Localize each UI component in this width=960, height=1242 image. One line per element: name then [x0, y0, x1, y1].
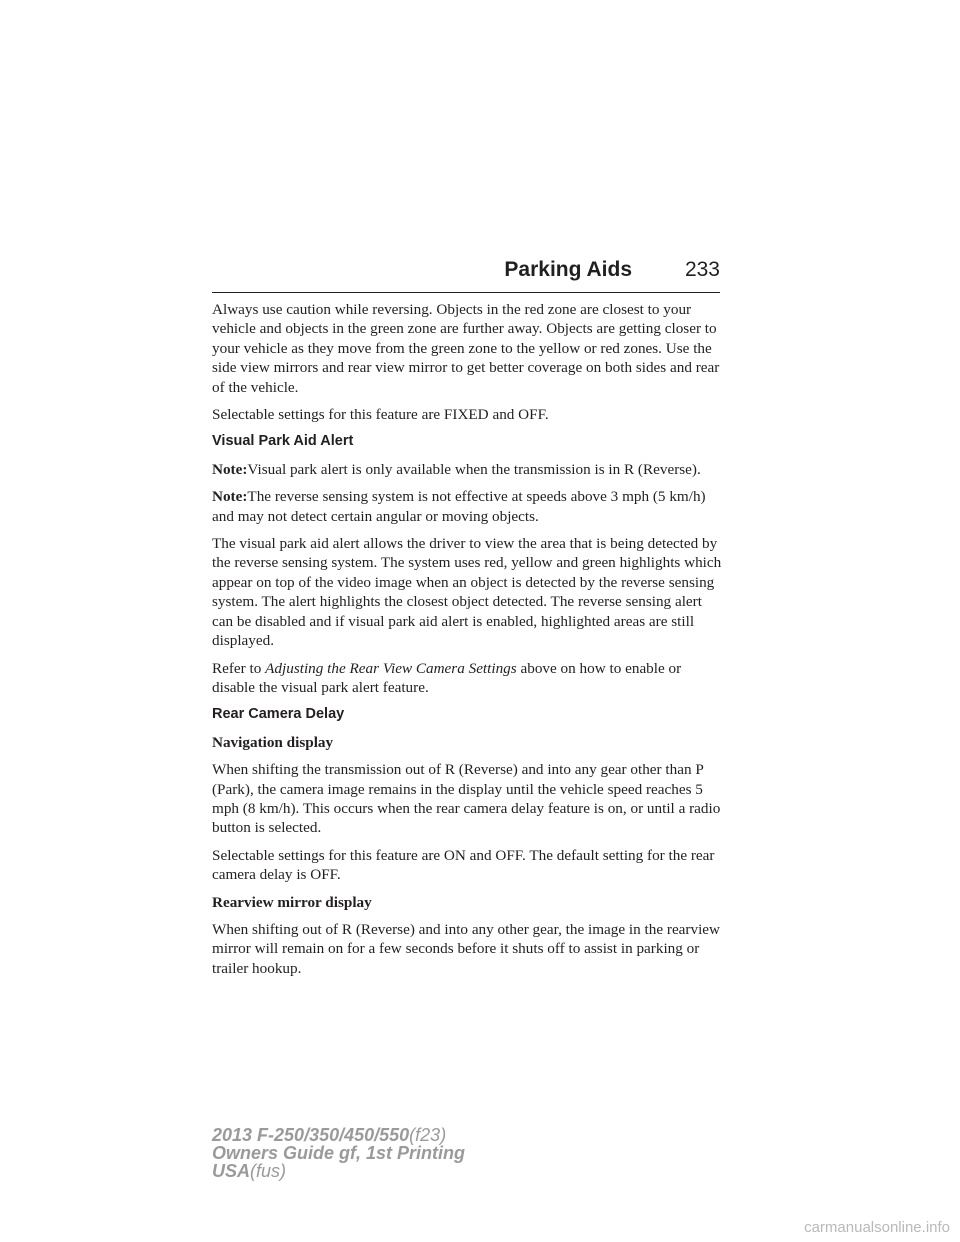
footer-line: Owners Guide gf, 1st Printing — [212, 1143, 466, 1163]
page-content — [212, 300, 724, 986]
paragraph: The visual park aid alert allows the driver to view the area that is being detected by the reverse sensing system. The system uses red, yellow and green highlights which appear on top of the video image when an object is detected by the reverse sensing system. The alert highlights the closest object detected. The reverse sensing alert can be disabled and if visual park aid alert is enabled, highlighted areas are still displayed. — [212, 535, 722, 650]
note-label: Note: — [212, 460, 248, 478]
paragraph: Always use caution while reversing. Objects in the red zone are closest to your vehicle and objects in the green zone are further away. Objects are getting closer to your vehicle as they move from the green zone to the yellow or red zones. Use the side view mirrors and rear view mirror to get better coverage on both sides and rear of the vehicle. — [212, 301, 720, 396]
paragraph: When shifting the transmission out of R (Reverse) and into any gear other than P (Park), the camera image remains in the display until the vehicle speed reaches 5 mph (8 km/h). This occurs when the rear camera delay feature is on, or until a radio button is selected. — [212, 761, 721, 837]
footer-line — [212, 1126, 465, 1144]
section-title: Parking Aids — [504, 258, 632, 281]
note-text: Visual park alert is only available when the transmission is in R (Reverse). — [247, 460, 701, 478]
page-header — [212, 254, 720, 293]
note — [212, 487, 724, 526]
page-number: 233 — [684, 258, 720, 281]
paragraph: When shifting out of R (Reverse) and into any other gear, the image in the rearview mirror will remain on for a few seconds before it shuts off to assist in parking or trailer hookup. — [212, 920, 721, 977]
subheading: Navigation display — [212, 733, 334, 751]
text-run: Refer to — [212, 659, 266, 677]
subheading: Rearview mirror display — [212, 893, 372, 911]
section-heading: Rear Camera Delay — [212, 706, 345, 723]
page-footer — [212, 1126, 465, 1180]
note — [212, 460, 724, 479]
footer-code: (f23) — [409, 1125, 447, 1145]
paragraph: Selectable settings for this feature are FIXED and OFF. — [212, 406, 549, 424]
footer-market: USA — [212, 1161, 251, 1181]
footer-model: 2013 F-250/350/450/550 — [212, 1125, 410, 1145]
paragraph — [212, 659, 724, 698]
text-run: above on how to enable or disable the visual park alert feature. — [212, 659, 682, 696]
note-label: Note: — [212, 488, 248, 506]
footer-market-code: (fus) — [250, 1161, 287, 1181]
note-text: The reverse sensing system is not effective at speeds above 3 mph (5 km/h) and may not detect certain angular or moving objects. — [212, 488, 706, 525]
cross-reference: Adjusting the Rear View Camera Settings — [265, 659, 517, 677]
footer-line — [212, 1162, 465, 1180]
section-heading: Visual Park Aid Alert — [212, 433, 354, 450]
watermark: carmanualsonline.info — [804, 1219, 950, 1236]
paragraph: Selectable settings for this feature are ON and OFF. The default setting for the rear camera delay is OFF. — [212, 846, 715, 884]
